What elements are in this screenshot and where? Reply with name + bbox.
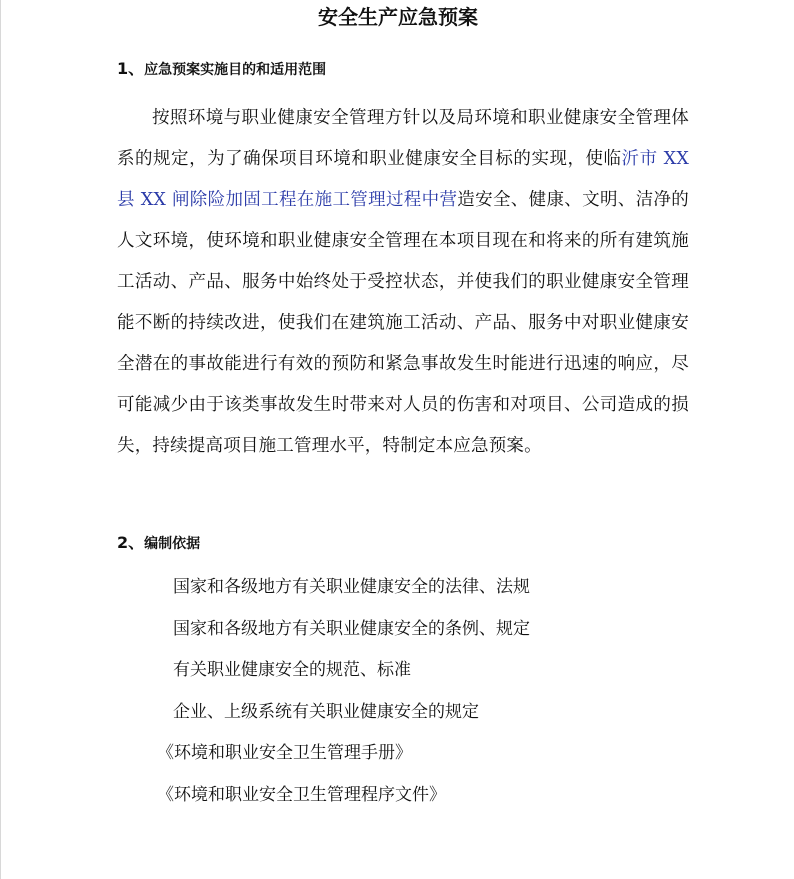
list-item: 《环境和职业安全卫生管理程序文件》 [157,784,446,805]
basis-list [1,567,530,817]
section-heading-purpose [117,59,326,80]
project-name-highlight: 沂市 XX 县 XX 闸除险加固工程在施工管理过程中营 [117,149,689,210]
paragraph-text-start: 按照环境与职业健康安全管理方针以及局环境和职业健康安全管理体系的规定，为了确保项目环境和职业健康安全目标的实现，使临 [117,108,689,169]
list-item: 《环境和职业安全卫生管理手册》 [157,743,412,764]
section-number: 2、 [117,533,145,552]
paragraph-text-end: 造安全、健康、文明、洁净的人文环境，使环境和职业健康安全管理在本项目现在和将来的所有建筑施工活动、产品、服务中始终处于受控状态，并使我们的职业健康安全管理能不断的持续改进，使我们在建筑施工活动、产品、服务中对职业健康安全潜在的事故能进行有效的预防和紧急事故发生时能进行迅速的响应，尽可能减少由于该类事故发生时带来对人员的伤害和对项目、公司造成的损失，持续提高项目施工管理水平，特制定本应急预案。 [117,190,689,456]
list-item: 国家和各级地方有关职业健康安全的法律、法规 [173,577,530,597]
section-heading-basis [117,533,200,554]
section-title: 应急预案实施目的和适用范围 [144,62,327,78]
list-item: 国家和各级地方有关职业健康安全的条例、规定 [173,618,530,639]
section-number: 1、 [117,59,145,78]
list-item: 企业、上级系统有关职业健康安全的规定 [173,701,479,722]
page-title: 安全生产应急预案 [318,5,478,29]
purpose-paragraph [117,98,689,467]
section-title: 编制依据 [144,536,201,552]
list-item: 有关职业健康安全的规范、标准 [173,660,411,681]
